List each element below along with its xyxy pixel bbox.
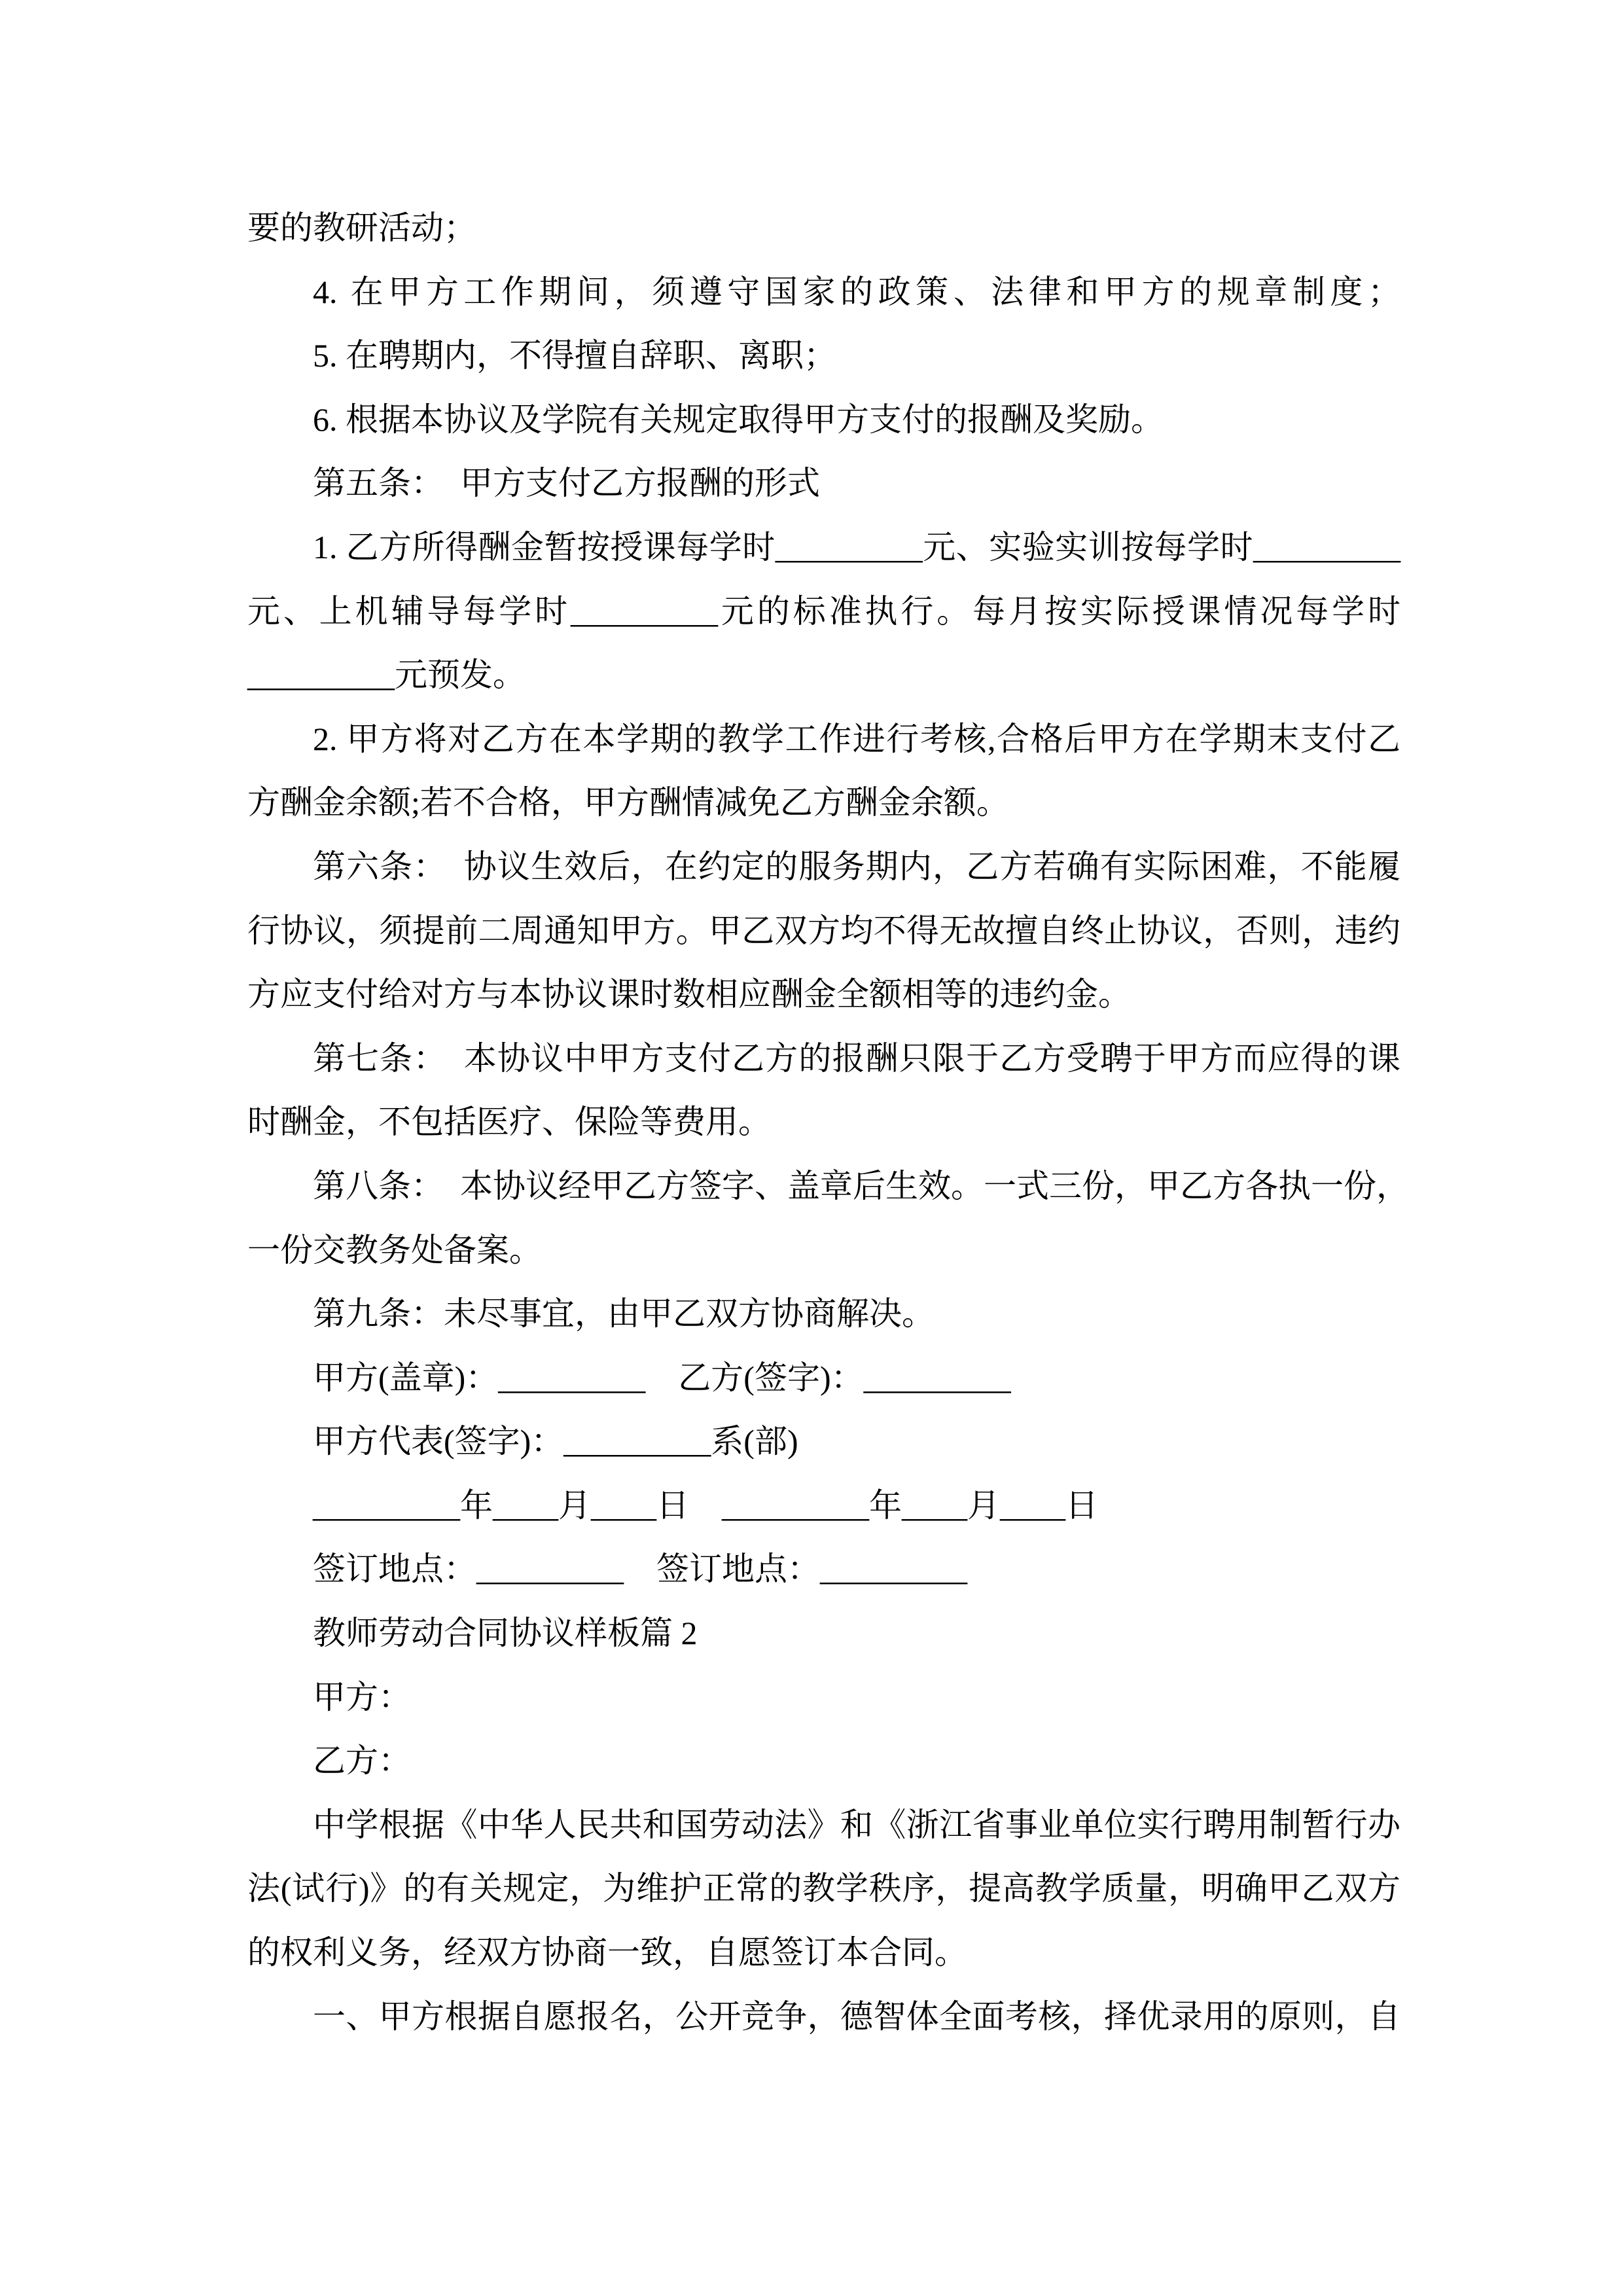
text-line: 一、甲方根据自愿报名，公开竞争，德智体全面考核，择优录用的原则，自 bbox=[313, 1998, 1400, 2035]
text-line: 要的教研活动； bbox=[247, 209, 476, 246]
party-b-line: 乙方： bbox=[313, 1742, 411, 1780]
article-8-line: 第八条： 本协议经甲乙方签字、盖章后生效。一式三份，甲乙方各执一份， bbox=[313, 1167, 1409, 1204]
text-line: 方应支付给对方与本协议课时数相应酬金全额相等的违约金。 bbox=[247, 976, 1131, 1013]
article-6-line: 第六条： 协议生效后，在约定的服务期内，乙方若确有实际困难，不能履 bbox=[313, 848, 1400, 885]
text-line-clause-5: 5. 在聘期内，不得擅自辞职、离职； bbox=[313, 337, 836, 374]
party-a-line: 甲方： bbox=[313, 1678, 411, 1715]
text-line-clause-4: 4. 在甲方工作期间，须遵守国家的政策、法律和甲方的规章制度； bbox=[313, 273, 1400, 310]
text-line: _________元预发。 bbox=[247, 656, 526, 694]
template-part-2-heading: 教师劳动合同协议样板篇 2 bbox=[313, 1615, 698, 1652]
signature-seal-line: 甲方(盖章)：_________ 乙方(签字)：_________ bbox=[313, 1359, 1011, 1396]
text-line: 的权利义务，经双方协商一致，自愿签订本合同。 bbox=[247, 1934, 967, 1971]
text-line: 法(试行)》的有关规定，为维护正常的教学秩序，提高教学质量，明确甲乙双方 bbox=[247, 1870, 1400, 1907]
article-7-line: 第七条： 本协议中甲方支付乙方的报酬只限于乙方受聘于甲方而应得的课 bbox=[313, 1039, 1400, 1077]
text-line: 时酬金，不包括医疗、保险等费用。 bbox=[247, 1103, 771, 1141]
signing-location-line: 签订地点：_________ 签订地点：_________ bbox=[313, 1551, 967, 1588]
text-line: 行协议，须提前二周通知甲方。甲乙双方均不得无故擅自终止协议，否则，违约 bbox=[247, 912, 1400, 949]
article-5-heading: 第五条： 甲方支付乙方报酬的形式 bbox=[313, 465, 820, 502]
text-line: 方酬金余额;若不合格，甲方酬情减免乙方酬金余额。 bbox=[247, 784, 1009, 821]
text-line: 2. 甲方将对乙方在本学期的教学工作进行考核,合格后甲方在学期末支付乙 bbox=[313, 720, 1400, 757]
text-line: 中学根据《中华人民共和国劳动法》和《浙江省事业单位实行聘用制暂行办 bbox=[313, 1806, 1400, 1843]
party-a-representative-line: 甲方代表(签字)：_________系(部) bbox=[313, 1423, 798, 1460]
text-line: 一份交教务处备案。 bbox=[247, 1231, 542, 1268]
text-line-clause-6: 6. 根据本协议及学院有关规定取得甲方支付的报酬及奖励。 bbox=[313, 401, 1164, 438]
date-line: _________年____月____日 _________年____月____日 bbox=[313, 1486, 1098, 1524]
text-line: 元、上机辅导每学时_________元的标准执行。每月按实际授课情况每学时 bbox=[247, 592, 1400, 630]
text-line: 1. 乙方所得酬金暂按授课每学时_________元、实验实训按每学时_________ bbox=[313, 528, 1400, 565]
article-9-line: 第九条：未尽事宜，由甲乙双方协商解决。 bbox=[313, 1295, 935, 1333]
